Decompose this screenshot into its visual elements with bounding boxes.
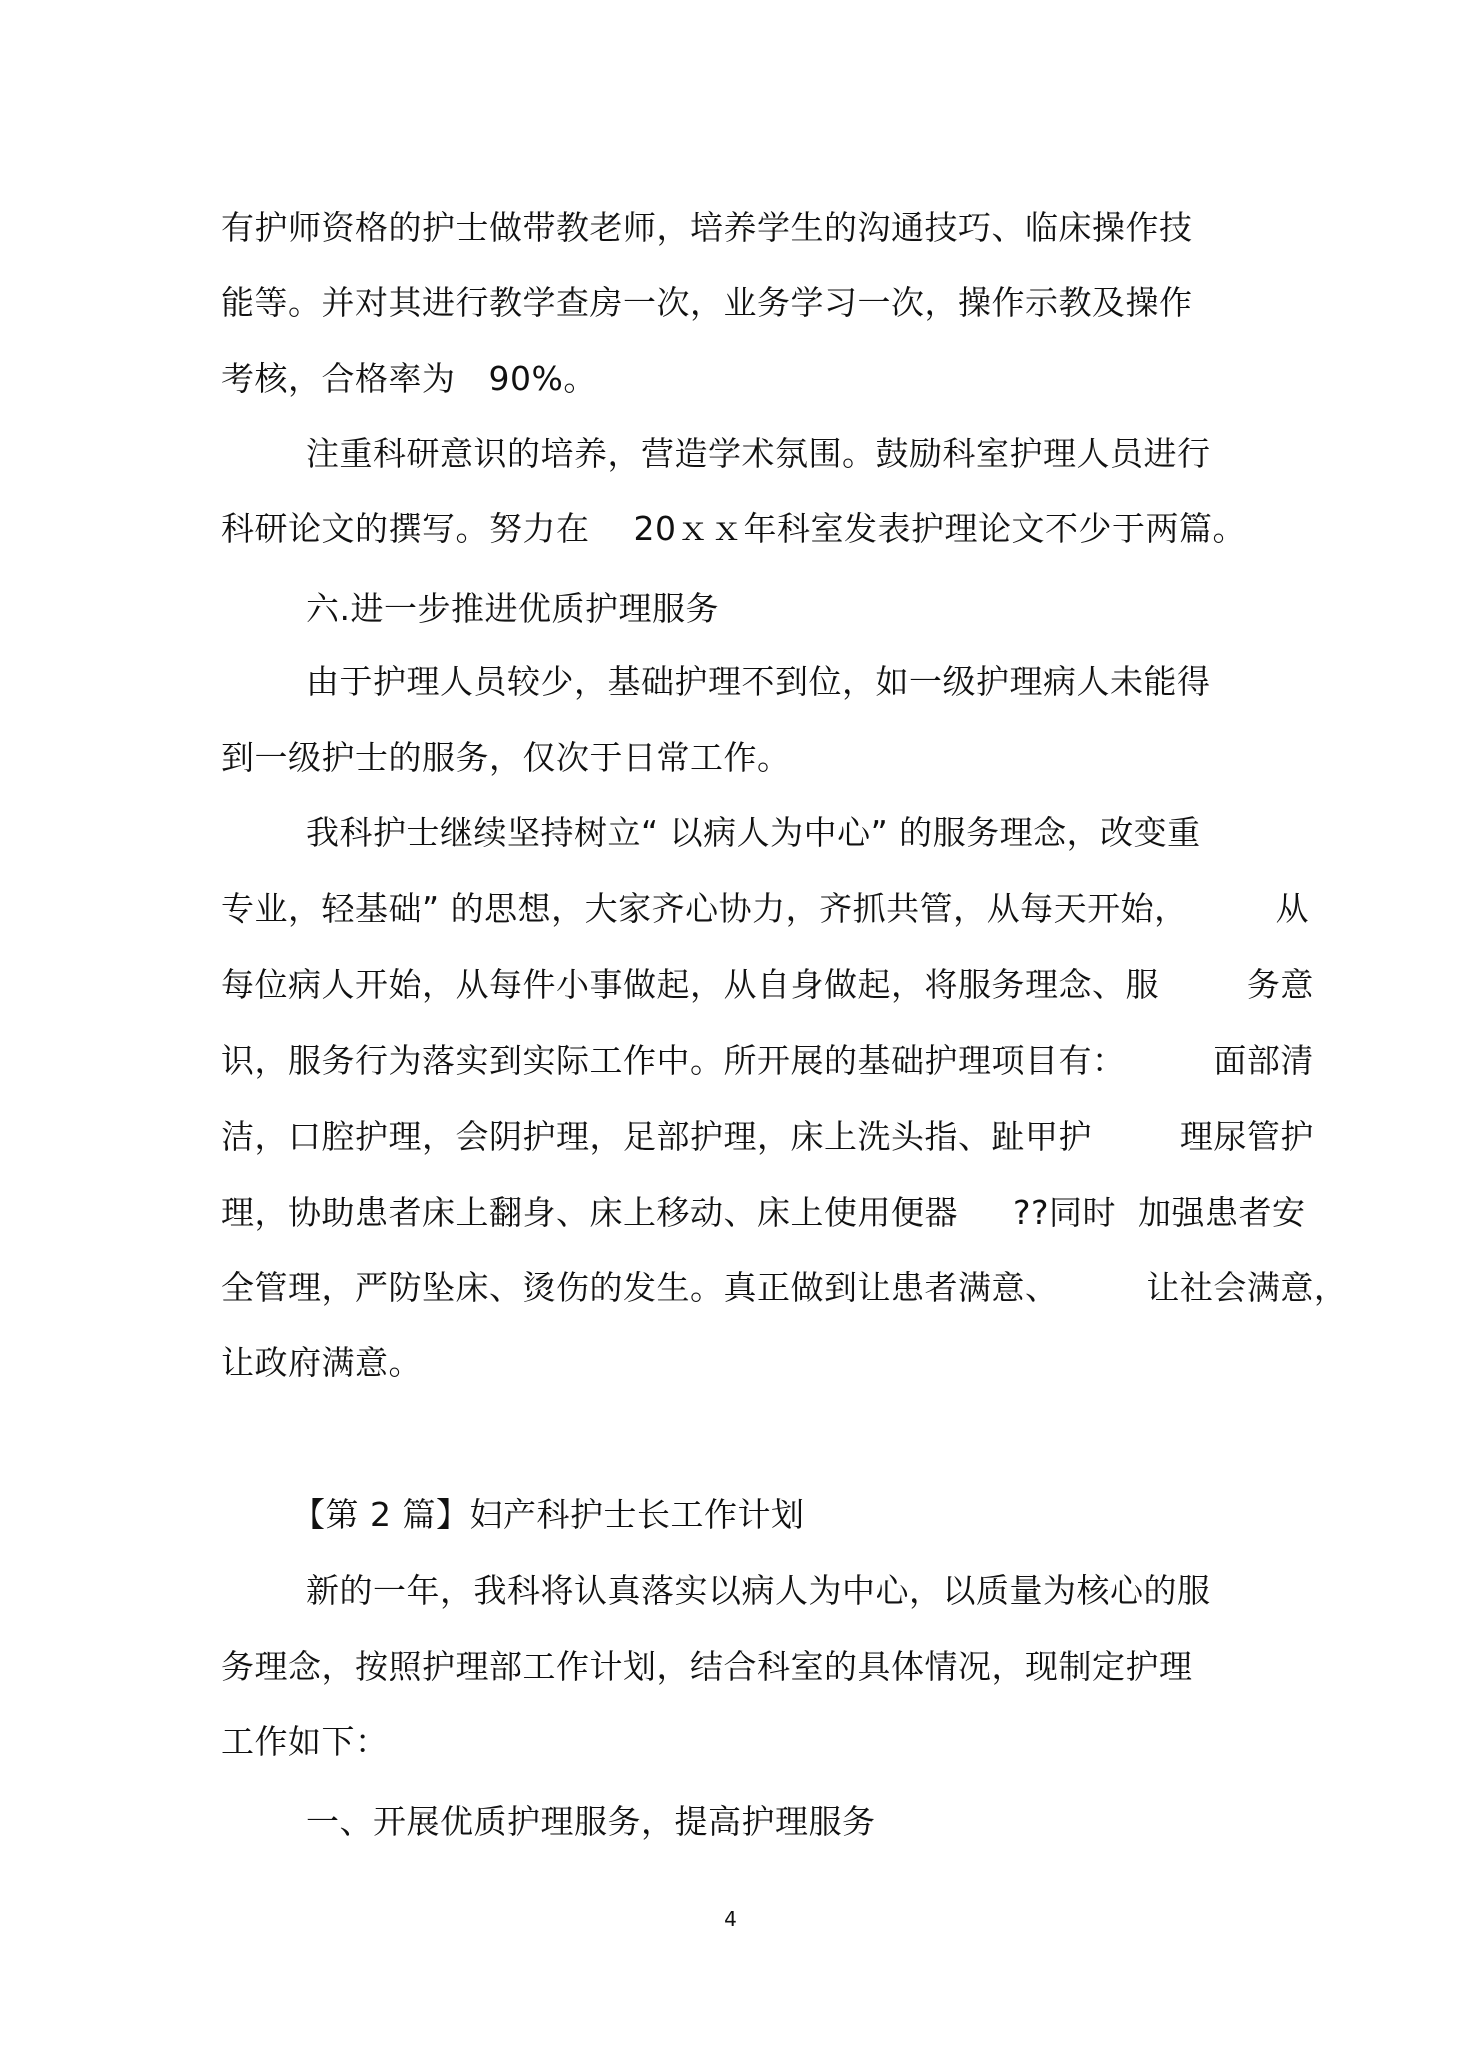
text-line-19: 务理念，按照护理部工作计划，结合科室的具体情况，现制定护理 (221, 1647, 1193, 1686)
text-line-3: 考核，合格率为 90%。 (221, 359, 597, 398)
text-line-11: 每位病人开始，从每件小事做起，从自身做起，将服务理念、服 务意 (221, 965, 1314, 1004)
text-line-13: 洁，口腔护理，会阴护理，足部护理，床上洗头指、趾甲护 理尿管护 (221, 1117, 1314, 1156)
text-line-14: 理，协助患者床上翻身、床上移动、床上使用便器 ??同时 加强患者安 (221, 1193, 1306, 1232)
text-line-5: 科研论文的撰写。努力在 20ｘｘ年科室发表护理论文不少于两篇。 (221, 509, 1246, 548)
page-number: 4 (724, 1907, 737, 1931)
text-line-12: 识，服务行为落实到实际工作中。所开展的基础护理项目有： 面部清 (221, 1041, 1314, 1080)
text-line-15: 全管理，严防坠床、烫伤的发生。真正做到让患者满意、 让社会满意， (221, 1268, 1348, 1307)
text-line-20: 工作如下： (221, 1722, 389, 1761)
section-heading-6: 六.进一步推进优质护理服务 (306, 589, 719, 628)
text-line-1: 有护师资格的护士做带教老师，培养学生的沟通技巧、临床操作技 (221, 208, 1193, 247)
text-line-16: 让政府满意。 (221, 1343, 422, 1382)
text-line-7: 由于护理人员较少，基础护理不到位，如一级护理病人未能得 (306, 662, 1211, 701)
text-line-2: 能等。并对其进行教学查房一次，业务学习一次，操作示教及操作 (221, 283, 1193, 322)
text-line-8: 到一级护士的服务，仅次于日常工作。 (221, 738, 791, 777)
text-line-9: 我科护士继续坚持树立“ 以病人为中心” 的服务理念，改变重 (306, 813, 1201, 852)
section-heading-1: 一、开展优质护理服务，提高护理服务 (306, 1802, 876, 1841)
text-line-18: 新的一年，我科将认真落实以病人为中心，以质量为核心的服 (306, 1571, 1211, 1610)
article-title: 【第 2 篇】妇产科护士长工作计划 (292, 1495, 805, 1534)
text-line-10: 专业，轻基础” 的思想，大家齐心协力，齐抓共管，从每天开始， 从 (221, 889, 1310, 928)
text-line-4: 注重科研意识的培养，营造学术氛围。鼓励科室护理人员进行 (306, 434, 1211, 473)
